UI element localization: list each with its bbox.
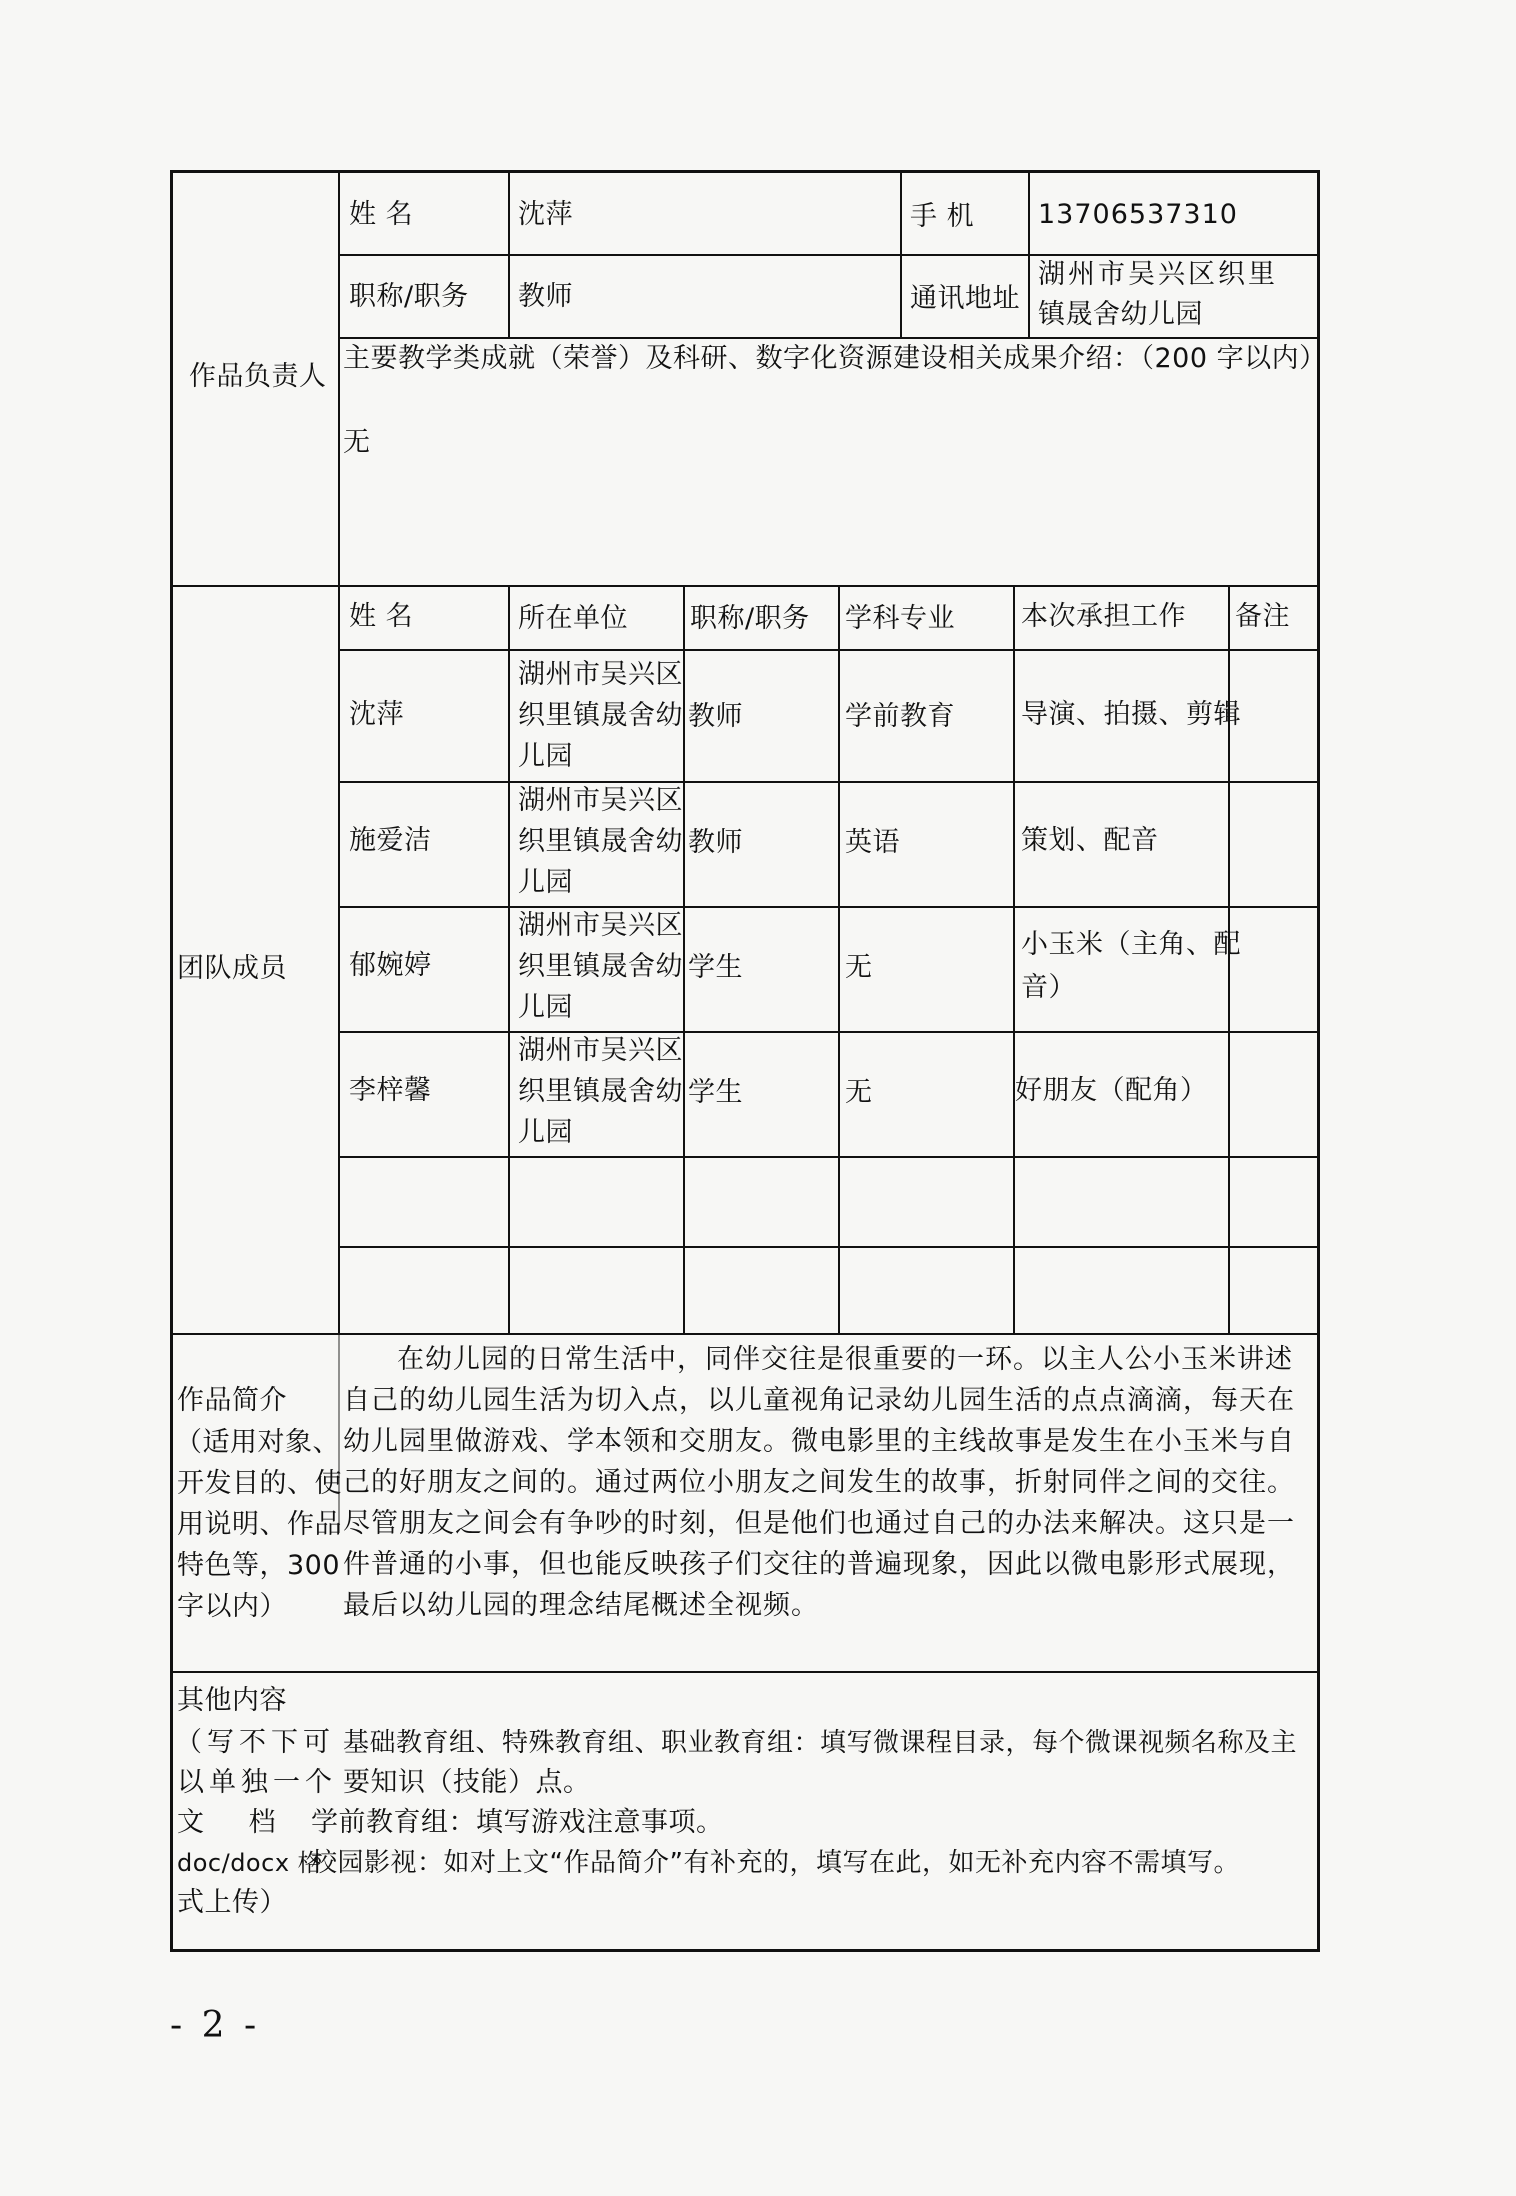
- team-section-label: 团队成员: [177, 953, 287, 984]
- team-row-3-unit-line3: 儿园: [518, 992, 573, 1023]
- other-label-line1: （写不下可: [175, 1727, 335, 1758]
- team-row-1-title: 教师: [688, 701, 743, 732]
- leader-name-value: 沈萍: [518, 199, 573, 230]
- other-label-line4: doc/docx 格: [177, 1849, 323, 1877]
- team-row-3-work-line1: 小玉米（主角、配: [1021, 929, 1241, 960]
- team-header-subject: 学科专业: [845, 603, 955, 634]
- team-row-1-work: 导演、拍摄、剪辑: [1021, 699, 1241, 730]
- leader-address-line1: 湖州市吴兴区织里: [1038, 259, 1278, 290]
- leader-name-label: 姓 名: [349, 199, 414, 230]
- team-row-4-subject: 无: [845, 1077, 873, 1108]
- other-title: 其他内容: [177, 1685, 287, 1716]
- leader-phone-label: 手 机: [910, 201, 975, 232]
- team-row-1-unit-line1: 湖州市吴兴区: [518, 659, 683, 690]
- intro-label-line1: 作品简介: [177, 1385, 287, 1416]
- team-row-3-unit-line2: 织里镇晟舍幼: [518, 951, 683, 982]
- intro-label-line4: 用说明、作品: [177, 1509, 342, 1540]
- team-row-3-unit-line1: 湖州市吴兴区: [518, 910, 683, 941]
- leader-address-line2: 镇晟舍幼儿园: [1038, 299, 1203, 330]
- leader-achievements-value: 无: [343, 427, 371, 458]
- team-row-2-unit-line2: 织里镇晟舍幼: [518, 826, 683, 857]
- team-row-4-name: 李梓馨: [349, 1075, 432, 1106]
- team-row-3-work-line2: 音）: [1021, 972, 1076, 1003]
- team-row-4-title: 学生: [688, 1077, 743, 1108]
- leader-title-value: 教师: [518, 281, 573, 312]
- intro-label-line2: （适用对象、: [175, 1427, 340, 1458]
- other-body-line4: 校园影视：如对上文“作品简介”有补充的，填写在此，如无补充内容不需填写。: [311, 1848, 1240, 1878]
- application-form-table: [170, 170, 1327, 1952]
- leader-address-label: 通讯地址: [910, 283, 1020, 314]
- team-row-2-unit-line1: 湖州市吴兴区: [518, 785, 683, 816]
- team-row-2-subject: 英语: [845, 827, 900, 858]
- team-row-2-work: 策划、配音: [1021, 825, 1159, 856]
- intro-text: 在幼儿园的日常生活中，同伴交往是很重要的一环。以主人公小玉米讲述自己的幼儿园生活为切入点，以儿童视角记录幼儿园生活的点点滴滴，每天在幼儿园里做游戏、学本领和交朋友。微电影里的主线故事是发生在小玉米与自己的好朋友之间的。通过两位小朋友之间发生的故事，折射同伴之间的交往。尽管朋友之间会有争吵的时刻，但是他们也通过自己的办法来解决。这只是一件普通的小事，但也能反映孩子们交往的普遍现象，因此以微电影形式展现，最后以幼儿园的理念结尾概述全视频。: [343, 1344, 1295, 1621]
- intro-label-line6: 字以内）: [177, 1591, 287, 1622]
- page-number: - 2 -: [170, 2005, 261, 2046]
- team-row-1-subject: 学前教育: [845, 701, 955, 732]
- other-label-line3: 文 档: [177, 1807, 294, 1838]
- leader-title-label: 职称/职务: [349, 281, 469, 312]
- leader-achievements-label: 主要教学类成就（荣誉）及科研、数字化资源建设相关成果介绍：（200 字以内）: [343, 343, 1327, 374]
- intro-label-line3: 开发目的、使: [177, 1468, 342, 1499]
- team-row-3-subject: 无: [845, 952, 873, 983]
- leader-phone-value: 13706537310: [1038, 199, 1238, 230]
- team-row-3-name: 郁婉婷: [349, 950, 432, 981]
- other-body-line2: 要知识（技能）点。: [343, 1767, 591, 1798]
- team-row-1-unit-line3: 儿园: [518, 741, 573, 772]
- team-header-name: 姓 名: [349, 601, 414, 632]
- team-header-work: 本次承担工作: [1021, 601, 1186, 632]
- team-row-4-unit-line2: 织里镇晟舍幼: [518, 1076, 683, 1107]
- team-row-4-unit-line3: 儿园: [518, 1117, 573, 1148]
- other-label-line5: 式上传）: [177, 1887, 287, 1918]
- team-row-1-unit-line2: 织里镇晟舍幼: [518, 700, 683, 731]
- team-header-unit: 所在单位: [518, 603, 628, 634]
- leader-section-label: 作品负责人: [189, 361, 327, 392]
- team-row-2-unit-line3: 儿园: [518, 867, 573, 898]
- other-body-line3: 学前教育组：填写游戏注意事项。: [311, 1807, 724, 1838]
- team-row-1-name: 沈萍: [349, 699, 404, 730]
- team-header-note: 备注: [1235, 601, 1290, 632]
- team-row-4-unit-line1: 湖州市吴兴区: [518, 1035, 683, 1066]
- team-row-2-title: 教师: [688, 827, 743, 858]
- team-row-4-work: 好朋友（配角）: [1015, 1075, 1208, 1106]
- intro-label-line5: 特色等，300: [177, 1550, 341, 1581]
- team-row-2-name: 施爱洁: [349, 825, 432, 856]
- team-row-3-title: 学生: [688, 952, 743, 983]
- team-header-title: 职称/职务: [690, 603, 810, 634]
- other-body-line1: 基础教育组、特殊教育组、职业教育组：填写微课程目录，每个微课视频名称及主: [343, 1728, 1298, 1758]
- other-label-line2: 以单独一个: [177, 1767, 337, 1798]
